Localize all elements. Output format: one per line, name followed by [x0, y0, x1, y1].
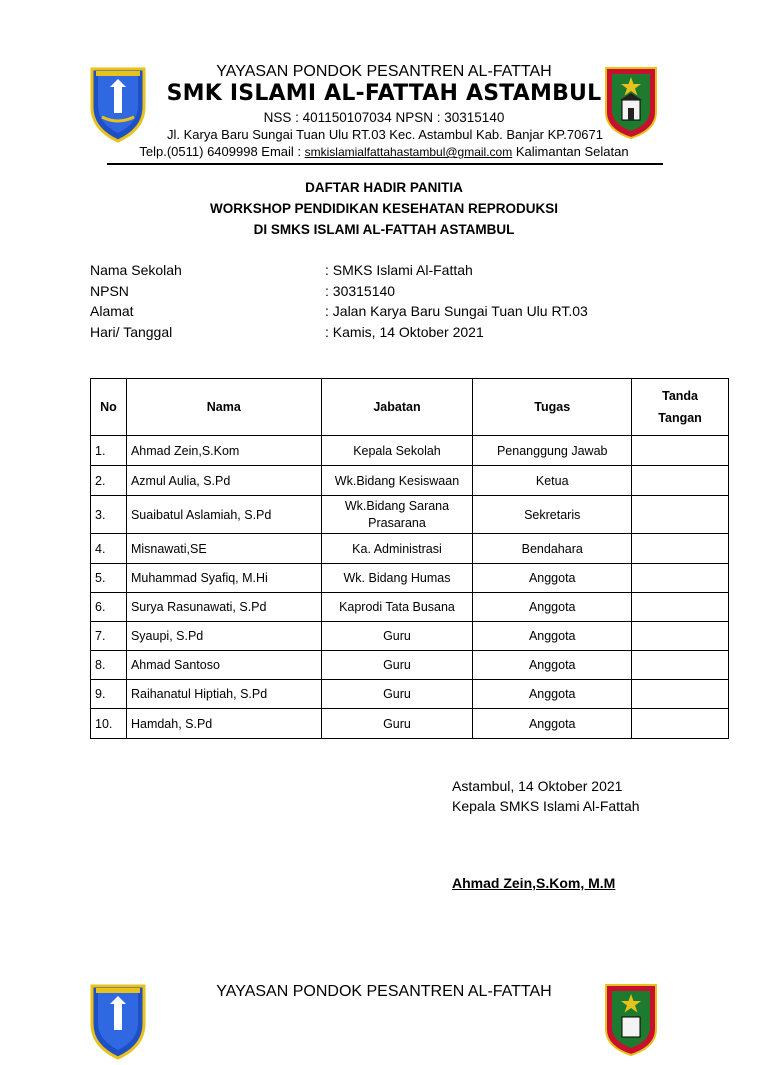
info-label-npsn: NPSN [90, 283, 129, 299]
nss-npsn: NSS : 401150107034 NPSN : 30315140 [263, 110, 505, 125]
school-emblem-icon [88, 63, 148, 143]
row-no: 4. [91, 534, 127, 564]
row-tugas: Anggota [473, 680, 632, 709]
row-signature-cell[interactable] [632, 564, 729, 593]
row-nama: Raihanatul Hiptiah, S.Pd [126, 680, 321, 709]
row-jabatan [321, 496, 473, 534]
header-jabatan: Jabatan [321, 379, 473, 436]
row-tugas: Anggota [473, 593, 632, 622]
row-tugas: Bendahara [473, 534, 632, 564]
email-link[interactable]: smkislamialfattahastambul@gmail.com [304, 145, 513, 159]
row-signature-cell[interactable] [632, 651, 729, 680]
table-row [91, 496, 729, 534]
info-label-school: Nama Sekolah [90, 262, 182, 278]
info-value-school: : SMKS Islami Al-Fattah [325, 262, 473, 278]
row-signature-cell[interactable] [632, 436, 729, 466]
row-jabatan: Kepala Sekolah [321, 436, 473, 466]
row-jabatan: Guru [321, 680, 473, 709]
table-row [91, 593, 729, 622]
attendance-table [90, 378, 729, 739]
row-nama: Misnawati,SE [126, 534, 321, 564]
row-nama: Surya Rasunawati, S.Pd [126, 593, 321, 622]
signature-position: Kepala SMKS Islami Al-Fattah [452, 798, 640, 814]
info-value-address: : Jalan Karya Baru Sungai Tuan Ulu RT.03 [325, 303, 588, 319]
row-nama: Suaibatul Aslamiah, S.Pd [126, 496, 321, 534]
row-nama: Syaupi, S.Pd [126, 622, 321, 651]
letterhead-divider [107, 163, 663, 165]
table-row [91, 466, 729, 496]
row-jabatan: Kaprodi Tata Busana [321, 593, 473, 622]
row-signature-cell[interactable] [632, 466, 729, 496]
school-emblem-icon [88, 980, 148, 1060]
phone-email-label: Telp.(0511) 6409998 Email : [139, 144, 305, 159]
row-signature-cell[interactable] [632, 534, 729, 564]
table-row [91, 436, 729, 466]
table-row [91, 534, 729, 564]
row-nama: Ahmad Santoso [126, 651, 321, 680]
row-jabatan-line1: Wk.Bidang Sarana [344, 498, 450, 513]
row-no: 5. [91, 564, 127, 593]
school-address: Jl. Karya Baru Sungai Tuan Ulu RT.03 Kec. Astambul Kab. Banjar KP.70671 [166, 127, 603, 142]
row-nama: Azmul Aulia, S.Pd [126, 466, 321, 496]
row-tugas: Anggota [473, 622, 632, 651]
signature-place-date: Astambul, 14 Oktober 2021 [452, 778, 623, 794]
row-jabatan-line2: Prasarana [368, 515, 426, 530]
foundation-name: YAYASAN PONDOK PESANTREN AL-FATTAH [216, 63, 552, 80]
info-label-date: Hari/ Tanggal [90, 324, 173, 340]
header-signature-line1: Tanda [662, 389, 698, 403]
row-tugas: Ketua [473, 466, 632, 496]
row-signature-cell[interactable] [632, 680, 729, 709]
document-title: DAFTAR HADIR PANITIA [305, 180, 463, 195]
row-nama: Ahmad Zein,S.Kom [126, 436, 321, 466]
row-nama: Hamdah, S.Pd [126, 709, 321, 739]
region: Kalimantan Selatan [512, 144, 629, 159]
school-name: SMK ISLAMI AL-FATTAH ASTAMBUL [166, 81, 602, 106]
table-row [91, 622, 729, 651]
row-tugas: Anggota [473, 709, 632, 739]
document-subtitle-location: DI SMKS ISLAMI AL-FATTAH ASTAMBUL [253, 222, 515, 237]
row-jabatan: Guru [321, 622, 473, 651]
row-no: 10. [91, 709, 127, 739]
row-jabatan: Wk.Bidang Kesiswaan [321, 466, 473, 496]
row-signature-cell[interactable] [632, 496, 729, 534]
row-jabatan: Guru [321, 651, 473, 680]
row-no: 6. [91, 593, 127, 622]
header-nama: Nama [126, 379, 321, 436]
contact-line [110, 144, 658, 159]
table-row [91, 564, 729, 593]
row-no: 1. [91, 436, 127, 466]
row-no: 9. [91, 680, 127, 709]
row-no: 8. [91, 651, 127, 680]
row-tugas: Anggota [473, 651, 632, 680]
header-no: No [91, 379, 127, 436]
table-row [91, 709, 729, 739]
table-row [91, 651, 729, 680]
row-signature-cell[interactable] [632, 709, 729, 739]
row-jabatan: Ka. Administrasi [321, 534, 473, 564]
row-signature-cell[interactable] [632, 593, 729, 622]
signatory-name: Ahmad Zein,S.Kom, M.M [452, 875, 616, 891]
row-tugas: Sekretaris [473, 496, 632, 534]
row-tugas: Penanggung Jawab [473, 436, 632, 466]
header-tugas: Tugas [473, 379, 632, 436]
header-signature [632, 379, 729, 436]
row-jabatan: Wk. Bidang Humas [321, 564, 473, 593]
row-jabatan: Guru [321, 709, 473, 739]
table-header-row [91, 379, 729, 436]
document-subtitle: WORKSHOP PENDIDIKAN KESEHATAN REPRODUKSI [209, 201, 559, 216]
info-label-address: Alamat [90, 303, 134, 319]
row-no: 7. [91, 622, 127, 651]
header-signature-line2: Tangan [658, 411, 702, 425]
info-value-date: : Kamis, 14 Oktober 2021 [325, 324, 484, 340]
row-no: 2. [91, 466, 127, 496]
row-signature-cell[interactable] [632, 622, 729, 651]
info-value-npsn: : 30315140 [325, 283, 396, 299]
row-no: 3. [91, 496, 127, 534]
row-tugas: Anggota [473, 564, 632, 593]
row-nama: Muhammad Syafiq, M.Hi [126, 564, 321, 593]
table-row [91, 680, 729, 709]
next-page-foundation-name: YAYASAN PONDOK PESANTREN AL-FATTAH [216, 983, 552, 1000]
